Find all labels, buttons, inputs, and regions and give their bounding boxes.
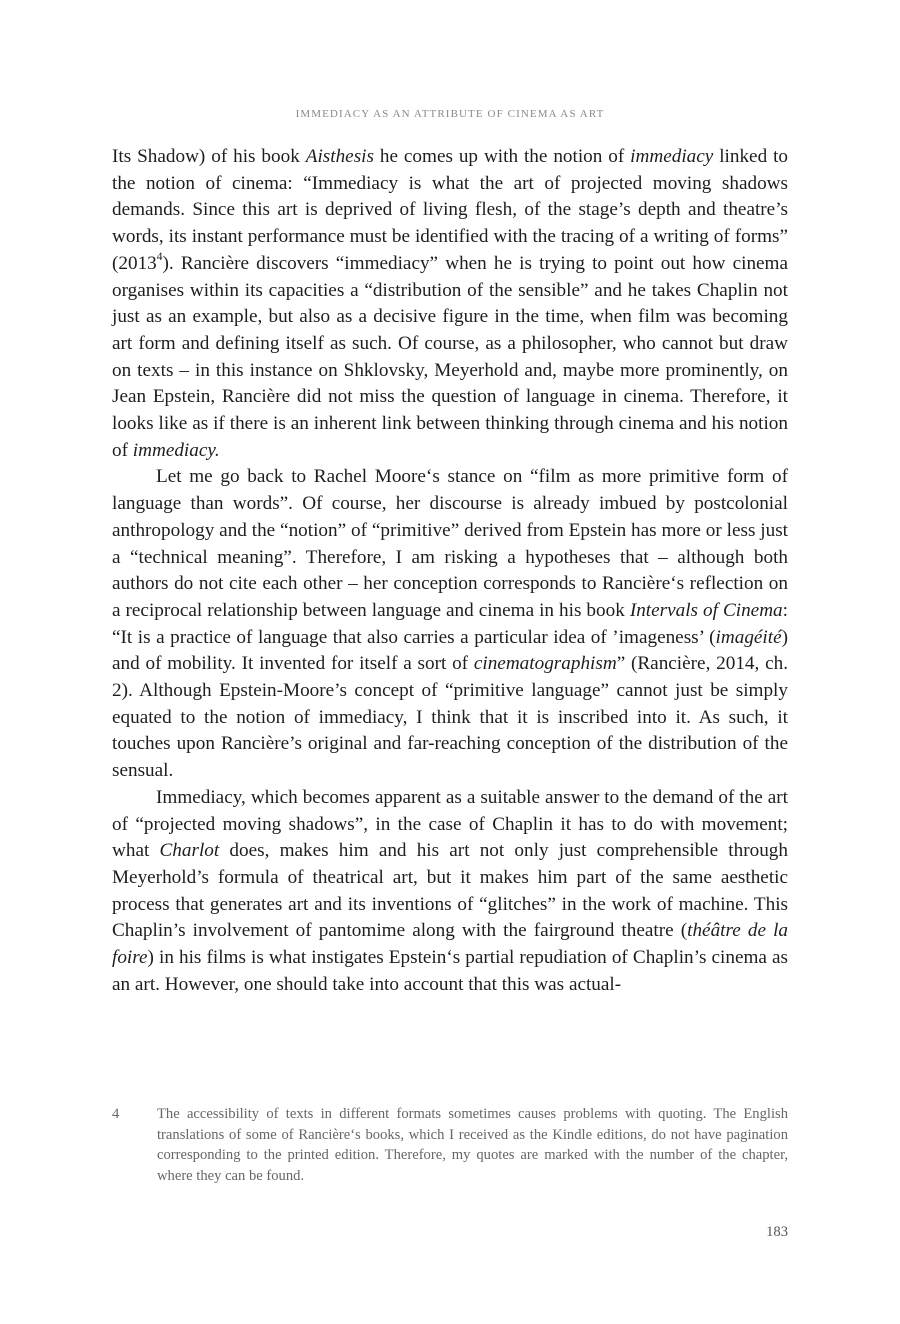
text-segment: ) in his films is what instigates Epstein‘s partial repudiation of Chaplin’s cinema as an art. However, one should take into account that this was actual-	[112, 947, 788, 995]
running-head: IMMEDIACY AS AN ATTRIBUTE OF CINEMA AS ART	[295, 108, 605, 120]
italic-text: Charlot	[159, 840, 220, 862]
italic-text: Aisthesis	[305, 146, 374, 167]
text-segment: Its Shadow) of his book	[112, 146, 306, 167]
page-number: 183	[766, 1224, 788, 1240]
italic-text: théâtre de la foire	[112, 920, 789, 969]
text-segment: linked to the notion of cinema: “Immediacy is what the art of projected moving shadows demands. Since this art is deprived of living flesh, of the stage’s depth and theatre’s words, its instant performance must be identified with the tracing of a writing of forms” (2013	[112, 146, 789, 274]
paragraph-3	[112, 785, 788, 999]
text-segment: Immediacy, which becomes apparent as a suitable answer to the demand of the art of “projected moving shadows”, in the case of Chaplin it has to do with movement; what	[112, 786, 788, 862]
text-segment: does, makes him and his art not only just comprehensible through Meyerhold’s formula of theatrical art, but it makes him part of the same aesthetic process that generates art and its inventions of “glitches” in the work of machine. This Chaplin’s involvement of pantomime along with the fairground theatre (	[112, 840, 788, 942]
italic-text: immediacy	[630, 146, 714, 167]
paragraph-2	[112, 464, 788, 784]
text-segment: Let me go back to Rachel Moore‘s stance on “film as more primitive form of language than words”. Of course, her discourse is already imbued by postcolonial anthropology and the “notion” of “primitive” derived from Epstein has more or less just a “technical meaning”. Therefore, I am risking a hypotheses that – although both authors do not cite each other – her conception corresponds to Rancière‘s reflection on a reciprocal relationship between language and cinema in his book	[112, 466, 788, 621]
italic-text: cinematographism	[473, 653, 617, 675]
italic-text: immediacy.	[132, 439, 220, 461]
text-segment: he comes up with the notion of	[373, 146, 631, 167]
body-text	[112, 144, 788, 999]
paragraph-1	[112, 144, 788, 464]
footnote-reference: 4	[156, 251, 163, 264]
text-segment: ” (Rancière, 2014, ch. 2). Although Epstein-Moore’s concept of “primitive language” cannot just be simply equated to the notion of immediacy, I think that it is inscribed into it. As such, it touches upon Rancière’s original and far-reaching conception of the distribution of the sensual.	[112, 653, 788, 782]
footnote-text: The accessibility of texts in different formats sometimes causes problems with quoting. The English translations of some of Rancière‘s books, which I received as the Kindle editions, do not have pagination corresponding to the printed edition. Therefore, my quotes are marked with the number of the chapter, where they can be found.	[157, 1106, 788, 1184]
text-segment: : “It is a practice of language that also carries a particular idea of ’imageness’ (	[112, 599, 788, 648]
text-segment: ) and of mobility. It invented for itself a sort of	[112, 626, 788, 675]
text-segment: ). Rancière discovers “immediacy” when he is trying to point out how cinema organises within its capacities a “distribution of the sensible” and he takes Chaplin not just as an example, but also as a decisive figure in the time, when film was becoming art form and defining itself as such. Of course, as a philosopher, who cannot but draw on texts – in this instance on Shklovsky, Meyerhold and, maybe more prominently, on Jean Epstein, Rancière did not miss the question of language in cinema. Therefore, it looks like as if there is an inherent link between thinking through cinema and his notion of	[112, 252, 788, 461]
italic-text: Intervals of Cinema	[629, 599, 783, 621]
italic-text: imagéité	[715, 626, 782, 648]
footnote	[112, 1104, 788, 1186]
footnote-number: 4	[112, 1106, 120, 1122]
